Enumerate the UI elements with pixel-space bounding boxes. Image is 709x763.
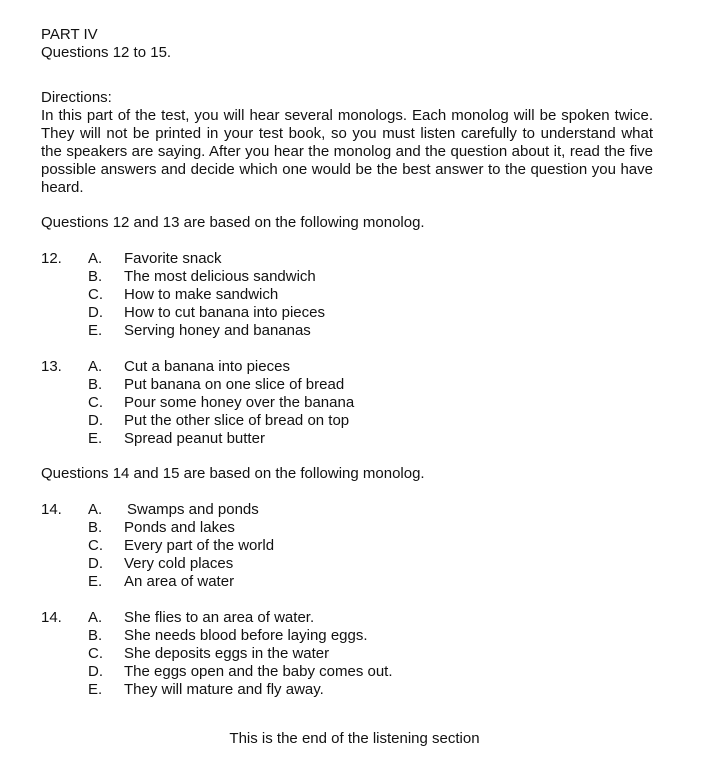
option-letter: C. bbox=[88, 537, 103, 554]
option-text: Every part of the world bbox=[124, 537, 275, 554]
question-number: 12. bbox=[41, 250, 62, 267]
option-letter: C. bbox=[88, 645, 103, 662]
answer-options bbox=[88, 501, 653, 591]
answer-option bbox=[88, 394, 653, 412]
option-text: Ponds and lakes bbox=[124, 519, 235, 536]
question bbox=[41, 358, 653, 448]
answer-option bbox=[88, 268, 653, 286]
answer-option bbox=[88, 430, 653, 448]
question-number: 14. bbox=[41, 609, 62, 626]
option-text: Swamps and ponds bbox=[127, 501, 259, 518]
answer-option bbox=[88, 537, 653, 555]
option-text: Serving honey and bananas bbox=[124, 322, 311, 339]
option-text: Put the other slice of bread on top bbox=[124, 412, 350, 429]
group-intro: Questions 14 and 15 are based on the following monolog. bbox=[41, 465, 425, 482]
option-letter: E. bbox=[88, 573, 103, 590]
option-letter: E. bbox=[88, 681, 103, 698]
answer-option bbox=[88, 376, 653, 394]
option-text: How to make sandwich bbox=[124, 286, 279, 303]
option-letter: D. bbox=[88, 555, 103, 572]
question bbox=[41, 501, 653, 591]
answer-option bbox=[88, 609, 653, 627]
answer-option bbox=[88, 555, 653, 573]
answer-option bbox=[88, 663, 653, 681]
option-letter: B. bbox=[88, 627, 103, 644]
answer-option bbox=[88, 322, 653, 340]
answer-option bbox=[88, 304, 653, 322]
answer-option bbox=[88, 519, 653, 537]
group-intro: Questions 12 and 13 are based on the following monolog. bbox=[41, 214, 425, 231]
option-text: Very cold places bbox=[124, 555, 234, 572]
option-letter: A. bbox=[88, 501, 103, 518]
answer-options bbox=[88, 609, 653, 699]
answer-option bbox=[88, 645, 653, 663]
question bbox=[41, 250, 653, 340]
option-letter: C. bbox=[88, 394, 103, 411]
option-text: She flies to an area of water. bbox=[124, 609, 315, 626]
option-text: Cut a banana into pieces bbox=[124, 358, 290, 375]
option-text: Favorite snack bbox=[124, 250, 222, 267]
option-text: Put banana on one slice of bread bbox=[124, 376, 345, 393]
option-letter: B. bbox=[88, 519, 103, 536]
question-number: 14. bbox=[41, 501, 62, 518]
option-letter: B. bbox=[88, 268, 103, 285]
option-letter: A. bbox=[88, 250, 103, 267]
option-text: Spread peanut butter bbox=[124, 430, 265, 447]
answer-options bbox=[88, 358, 653, 448]
directions-text: In this part of the test, you will hear several monologs. Each monolog will be spoken twice. They will not be printed in your test book, so you must listen carefully to understand what the speakers are saying. After you hear the monolog and the question about it, read the five possible answers and decide which one would be the best answer to the question you have heard. bbox=[41, 107, 653, 196]
question-number: 13. bbox=[41, 358, 62, 375]
answer-option bbox=[88, 573, 653, 591]
option-text: An area of water bbox=[124, 573, 235, 590]
option-text: Pour some honey over the banana bbox=[124, 394, 355, 411]
option-letter: D. bbox=[88, 663, 103, 680]
part-title: PART IV bbox=[41, 26, 98, 43]
end-of-section-note: This is the end of the listening section bbox=[229, 730, 480, 747]
option-letter: D. bbox=[88, 304, 103, 321]
answer-option bbox=[88, 627, 653, 645]
directions-label: Directions: bbox=[41, 89, 112, 106]
answer-options bbox=[88, 250, 653, 340]
option-text: The most delicious sandwich bbox=[124, 268, 316, 285]
option-letter: E. bbox=[88, 322, 103, 339]
answer-option bbox=[88, 681, 653, 699]
option-text: The eggs open and the baby comes out. bbox=[124, 663, 393, 680]
option-letter: E. bbox=[88, 430, 103, 447]
option-letter: D. bbox=[88, 412, 103, 429]
questions-range: Questions 12 to 15. bbox=[41, 44, 172, 61]
option-letter: B. bbox=[88, 376, 103, 393]
option-text: She deposits eggs in the water bbox=[124, 645, 330, 662]
option-text: They will mature and fly away. bbox=[124, 681, 324, 698]
option-letter: A. bbox=[88, 358, 103, 375]
option-letter: C. bbox=[88, 286, 103, 303]
option-letter: A. bbox=[88, 609, 103, 626]
answer-option bbox=[88, 501, 653, 519]
answer-option bbox=[88, 250, 653, 268]
option-text: How to cut banana into pieces bbox=[124, 304, 325, 321]
question bbox=[41, 609, 653, 699]
answer-option bbox=[88, 412, 653, 430]
test-page bbox=[41, 26, 653, 699]
option-text: She needs blood before laying eggs. bbox=[124, 627, 368, 644]
answer-option bbox=[88, 358, 653, 376]
answer-option bbox=[88, 286, 653, 304]
